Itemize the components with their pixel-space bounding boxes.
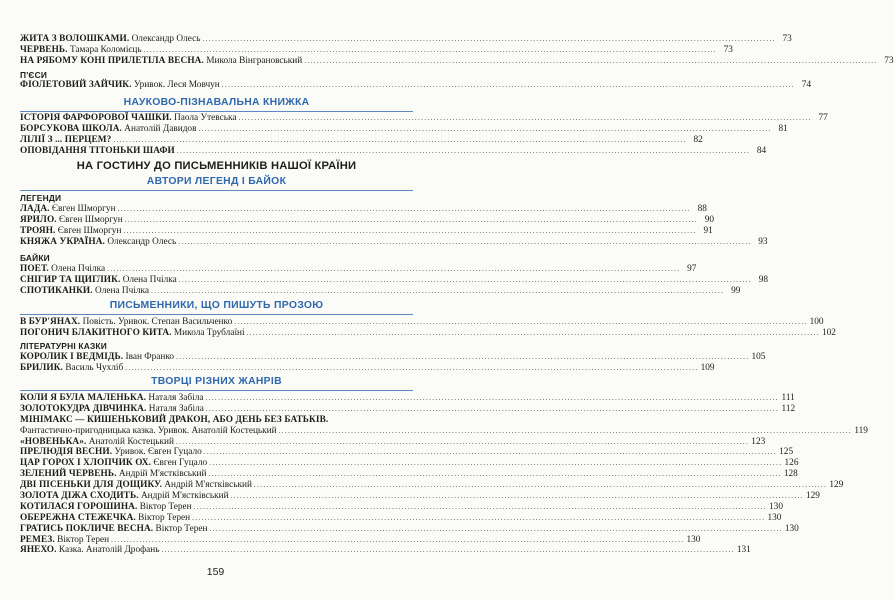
toc-entry-title: НА РЯБОМУ КОНІ ПРИЛЕТІЛА ВЕСНА. [20, 55, 204, 66]
toc-entry-page: 102 [821, 327, 836, 338]
toc-entry-title: КОРОЛИК І ВЕДМІДЬ. [20, 352, 124, 362]
toc-entry-title: ІСТОРІЯ ФАРФОРОВОЇ ЧАШКИ. [20, 113, 172, 123]
toc-entry-title: МІНІМАКС — КИШЕНЬКОВИЙ ДРАКОН, АБО ДЕНЬ БЕЗ БАТЬКІВ. [20, 414, 329, 425]
section-divider [20, 314, 413, 315]
toc-entry-author: Уривок. Леся Мовчун [133, 80, 220, 90]
toc-group-science [20, 113, 828, 157]
toc-entry-title: ЗЕЛЕНИЙ ЧЕРВЕНЬ. [20, 469, 117, 480]
toc-entry-author: Микола Трублаїні [173, 327, 245, 338]
toc-entry [20, 458, 799, 469]
toc-entry-author: Андрій М'ястківський [164, 480, 252, 491]
toc-entry-page: 82 [693, 134, 703, 145]
toc-entry [20, 123, 788, 135]
toc-entry-author: Віктор Терен [138, 512, 191, 523]
toc-entry [20, 55, 894, 67]
toc-entry [20, 44, 733, 56]
toc-entry-title: СПОТИКАНКИ. [20, 285, 93, 296]
toc-entry-title: КОТИЛАСЯ ГОРОШИНА. [20, 501, 138, 512]
toc-entry-text [20, 437, 174, 448]
toc-entry-title: ЧЕРВЕНЬ. [20, 44, 68, 55]
toc-entry-page: 130 [686, 534, 701, 545]
toc-entry-author: Віктор Терен [139, 501, 192, 512]
toc-entry-author: Олександр Олесь [107, 236, 177, 247]
toc-entry [20, 204, 707, 215]
dot-leader [113, 135, 686, 146]
toc-entry-page: 100 [809, 317, 824, 327]
toc-group-fables [20, 264, 769, 297]
dot-leader [125, 215, 698, 226]
toc-entry-author: Євген Шморгун [59, 214, 123, 225]
subsection-label-fables: БАЙКИ [20, 253, 50, 263]
toc-entry [20, 425, 868, 437]
toc-entry-page: 99 [731, 285, 741, 296]
toc-entry-text [20, 113, 236, 124]
toc-entry-title: ЯРИЛО. [20, 214, 57, 225]
toc-entry-text [20, 404, 204, 415]
dot-leader [176, 352, 749, 363]
toc-entry-text [20, 535, 109, 546]
toc-entry-page: 111 [781, 393, 795, 403]
dot-leader [210, 524, 783, 535]
toc-entry-page: 112 [781, 403, 796, 414]
toc-entry [20, 274, 769, 286]
toc-entry-title: ЗОЛОТОКУДРА ДІВЧИНКА. [20, 403, 147, 414]
section-header-science: НАУКОВО-ПІЗНАВАЛЬНА КНИЖКА [123, 97, 310, 108]
toc-entry-text [20, 264, 105, 275]
toc-group-tales [20, 352, 766, 374]
toc-entry-text [20, 286, 149, 297]
toc-entry-author: Паола Утевська [174, 113, 237, 123]
toc-entry [20, 113, 828, 124]
dot-leader [279, 426, 852, 437]
toc-entry [20, 480, 844, 491]
toc-entry-title: ОБЕРЕЖНА СТЕЖЕЧКА. [20, 512, 136, 523]
toc-entry-title: ФІОЛЕТОВИЙ ЗАЙЧИК. [20, 80, 132, 90]
toc-entry-text [20, 56, 302, 67]
toc-entry-title: ЦАР ГОРОХ І ХЛОПЧИК ОХ. [20, 458, 152, 469]
toc-entry-text [20, 480, 252, 491]
subsection-label-legends: ЛЕГЕНДИ [20, 193, 62, 203]
toc-entry-author: Євген Шморгун [57, 225, 122, 236]
toc-entry-page: 97 [687, 264, 697, 274]
toc-entry-text [20, 34, 200, 45]
toc-group-plays [20, 80, 812, 91]
toc-entry-page: 93 [758, 236, 768, 247]
dot-leader [178, 237, 751, 248]
dot-leader [125, 363, 698, 374]
toc-entry-title: ПРЕЛЮДІЯ ВЕСНИ. [20, 447, 113, 458]
toc-entry-title: ДВІ ПІСЕНЬКИ ДЛЯ ДОЩИКУ. [20, 480, 162, 491]
toc-entry-page: 123 [751, 436, 766, 447]
toc-entry-author: Віктор Терен [155, 523, 208, 534]
toc-entry [20, 523, 799, 535]
dot-leader [205, 393, 778, 404]
toc-entry-text [20, 393, 203, 404]
dot-leader [161, 545, 734, 556]
toc-entry-author: Уривок. Євген Гуцало [114, 447, 202, 458]
section-header-genres: ТВОРЦІ РІЗНИХ ЖАНРІВ [151, 376, 282, 387]
toc-entry-author: Казка. Анатолій Дрофань [58, 545, 160, 556]
dot-leader [206, 404, 779, 415]
toc-entry-title: БРИЛИК. [20, 362, 63, 373]
toc-entry-page: 90 [704, 214, 714, 225]
subsection-label-plays: П'ЄСИ [20, 70, 48, 80]
toc-entry [20, 415, 413, 426]
toc-entry-page: 84 [756, 145, 767, 156]
section-header-legends: АВТОРИ ЛЕГЕНД І БАЙОК [146, 176, 287, 187]
toc-group-legends [20, 204, 768, 248]
toc-entry-title: ПОГОНИЧ БЛАКИТНОГО КИТА. [20, 327, 172, 338]
toc-entry-author: Андрій М'ястківський [118, 469, 207, 480]
toc-entry [20, 436, 766, 448]
toc-entry [20, 285, 741, 297]
toc-entry [20, 327, 836, 339]
toc-entry-author: Олена Пчілка [51, 264, 106, 274]
toc-entry-title: В БУР'ЯНАХ. [20, 317, 81, 327]
toc-entry-text [20, 215, 123, 226]
dot-leader [222, 80, 795, 91]
dot-leader [209, 469, 782, 480]
toc-entry-text [20, 204, 116, 215]
toc-entry [20, 545, 751, 556]
toc-entry [20, 447, 794, 458]
toc-entry-text [20, 415, 328, 426]
toc-entry-author: Євген Гуцало [153, 458, 208, 469]
toc-group-genres [20, 393, 868, 556]
toc-entry-text [20, 135, 111, 146]
toc-entry-text [20, 124, 196, 135]
toc-entry-title: ЯНЕХО. [20, 545, 57, 556]
toc-entry-author: Олександр Олесь [131, 34, 201, 44]
toc-entry-title: СНІГИР ТА ЩИГЛИК. [20, 274, 121, 285]
dot-leader [254, 480, 827, 491]
toc-entry-page: 77 [818, 113, 828, 123]
toc-entry [20, 34, 792, 45]
section-divider [20, 111, 413, 112]
toc-entry-text [20, 80, 220, 91]
toc-entry-author: Анатолій Давидов [124, 123, 197, 134]
toc-entry-text [20, 45, 142, 56]
toc-entry-author: Андрій М'ястківський [140, 491, 229, 502]
dot-leader [231, 491, 804, 502]
toc-entry-page: 73 [884, 55, 894, 66]
section-divider [20, 190, 413, 191]
dot-leader [194, 502, 767, 513]
toc-entry-text [20, 226, 121, 237]
toc-entry-page: 119 [854, 425, 868, 436]
toc-entry-title: ГРАТИСЬ ПОКЛИЧЕ ВЕСНА. [20, 523, 154, 534]
dot-leader [198, 124, 771, 135]
toc-entry [20, 491, 820, 502]
toc-entry-page: 91 [703, 225, 713, 236]
toc-entry-text [20, 469, 207, 480]
toc-entry-page: 105 [751, 352, 766, 362]
toc-entry-title: КОЛИ Я БУЛА МАЛЕНЬКА. [20, 393, 147, 403]
toc-entry-page: 73 [782, 34, 792, 44]
toc-entry [20, 264, 697, 275]
toc-entry-page: 131 [736, 545, 751, 556]
toc-entry-text [20, 513, 190, 524]
toc-entry-page: 129 [829, 480, 844, 491]
dot-leader [179, 275, 752, 286]
toc-entry [20, 225, 713, 237]
toc-entry-page: 130 [767, 512, 782, 523]
toc-entry-author: Іван Франко [125, 352, 175, 362]
dot-leader [123, 226, 696, 237]
section-header-prose: ПИСЬМЕННИКИ, ЩО ПИШУТЬ ПРОЗОЮ [109, 300, 324, 311]
toc-entry-title: ОПОВІДАННЯ ТІТОНЬКИ ШАФИ [20, 145, 175, 156]
toc-entry-text [20, 491, 229, 502]
toc-entry [20, 469, 798, 480]
dot-leader [144, 45, 717, 56]
toc-entry-text [20, 426, 277, 437]
toc-entry-title: РЕМЕЗ. [20, 534, 55, 545]
toc-entry [20, 393, 795, 404]
toc-entry-text [20, 275, 177, 286]
toc-entry [20, 134, 703, 146]
toc-entry [20, 352, 766, 363]
toc-entry-author: Анатолій Костецький [88, 436, 174, 447]
toc-entry-author: Наталя Забіла [148, 403, 204, 414]
toc-entry [20, 501, 783, 513]
toc-entry-text [20, 317, 232, 328]
toc-entry-author: Тамара Коломієць [69, 44, 142, 55]
toc-entry-author: Віктор Терен [57, 534, 110, 545]
toc-entry-title: КНЯЖА УКРАЇНА. [20, 236, 105, 247]
toc-entry-title: БОРСУКОВА ШКОЛА. [20, 123, 122, 134]
toc-entry-page: 81 [778, 123, 788, 134]
toc-entry [20, 534, 701, 546]
part-header: НА ГОСТИНУ ДО ПИСЬМЕННИКІВ НАШОЇ КРАЇНИ [76, 160, 357, 172]
dot-leader [202, 34, 775, 45]
toc-entry-text [20, 545, 159, 556]
toc-entry [20, 145, 767, 157]
toc-entry-title: ПОЕТ. [20, 264, 49, 274]
dot-leader [234, 317, 807, 328]
toc-entry-author: Микола Вінграновський [206, 55, 303, 66]
dot-leader [111, 535, 684, 546]
toc-entry-author: Наталя Забіла [148, 393, 204, 403]
dot-leader [247, 328, 820, 339]
toc-entry-page: 98 [758, 274, 769, 285]
toc-entry-text [20, 524, 208, 535]
toc-entry-page: 126 [784, 458, 799, 469]
toc-entry-page: 129 [805, 491, 820, 502]
toc-entry-author: Василь Чухліб [65, 362, 124, 373]
dot-leader [238, 113, 811, 124]
toc-entry-author: Євген Шморгун [51, 204, 116, 214]
dot-leader [177, 146, 750, 157]
toc-entry-text [20, 352, 174, 363]
toc-entry-page: 128 [783, 469, 798, 480]
toc-entry-title: «НОВЕНЬКА». [20, 436, 87, 447]
dot-leader [204, 447, 777, 458]
page-number: 159 [206, 566, 225, 578]
toc-entry-text [20, 328, 245, 339]
toc-entry-author: Олена Пчілка [122, 274, 177, 285]
dot-leader [176, 437, 749, 448]
toc-entry-page: 74 [801, 80, 812, 90]
toc-entry [20, 512, 782, 524]
toc-entry-title: ТРОЯН. [20, 225, 56, 236]
section-divider [20, 390, 413, 391]
toc-entry-author: Фантастично-пригодницька казка. Уривок. Анатолій Костецький [20, 425, 277, 436]
dot-leader [304, 56, 877, 67]
dot-leader [209, 458, 782, 469]
toc-entry-page: 125 [779, 447, 794, 458]
toc-entry-title: ЛІЛІЇ З ... ПЕРЦЕМ? [20, 134, 112, 145]
toc-entry-page: 88 [697, 204, 707, 214]
toc-entry-page: 73 [723, 44, 733, 55]
dot-leader [107, 264, 680, 275]
toc-entry-text [20, 146, 175, 157]
toc-entry-text [20, 502, 192, 513]
toc-entry-text [20, 447, 202, 458]
toc-entry-page: 109 [700, 362, 715, 373]
dot-leader [118, 204, 691, 215]
toc-entry-author: Повість. Уривок. Степан Васильченко [82, 317, 233, 327]
toc-entry [20, 362, 715, 374]
dot-leader [151, 286, 724, 297]
toc-entry-title: ЖИТА З ВОЛОШКАМИ. [20, 34, 130, 44]
toc-entry [20, 236, 768, 248]
toc-entry [20, 80, 812, 91]
toc-entry [20, 317, 824, 328]
toc-entry-page: 130 [784, 523, 799, 534]
toc-entry-text [20, 363, 123, 374]
toc-group-continued [20, 34, 894, 67]
toc-group-prose [20, 317, 836, 339]
toc-entry-title: ЛАДА. [20, 204, 50, 214]
toc-entry [20, 214, 714, 226]
subsection-label-tales: ЛІТЕРАТУРНІ КАЗКИ [20, 341, 107, 351]
toc-entry-page: 130 [769, 501, 783, 512]
toc-entry-title: ЗОЛОТА ДІЖА СХОДИТЬ. [20, 491, 139, 502]
toc-entry-author: Олена Пчілка [95, 285, 150, 296]
dot-leader [192, 513, 765, 524]
toc-entry [20, 403, 796, 415]
toc-entry-text [20, 458, 207, 469]
toc-entry-text [20, 237, 176, 248]
